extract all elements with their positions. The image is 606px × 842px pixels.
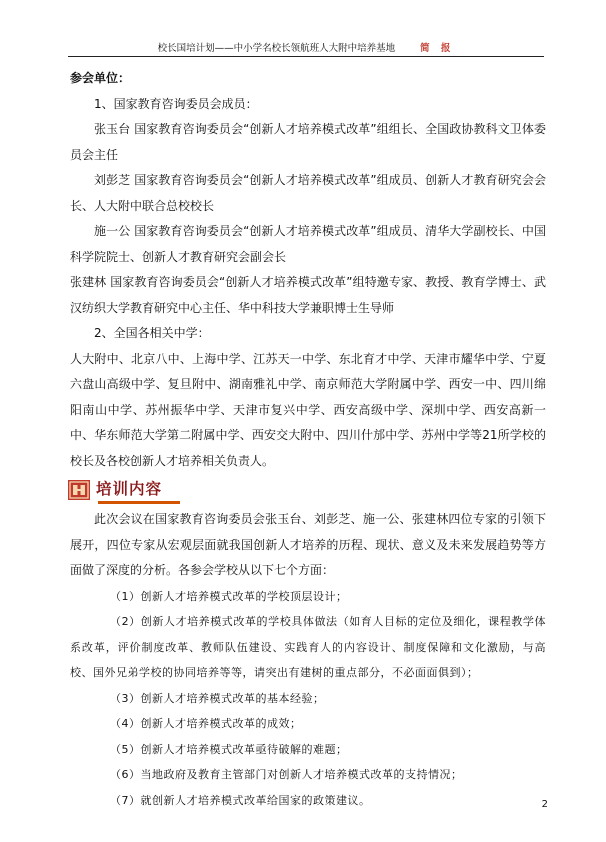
section-heading bbox=[70, 479, 546, 501]
header-brief-label: 简 报 bbox=[420, 43, 455, 54]
member-zhang-jianlin: 张建林 国家教育咨询委员会“创新人才培养模式改革”组特邀专家、教授、教育学博士、武汉纺织大学教育研究中心主任、华中科技大学兼职博士生导师 bbox=[70, 275, 546, 315]
training-item: （4）创新人才培养模式改革的成效； bbox=[110, 717, 302, 730]
training-item: （7）就创新人才培养模式改革给国家的政策建议。 bbox=[110, 793, 371, 807]
training-item: （3）创新人才培养模式改革的基本经验； bbox=[110, 691, 325, 705]
member-zhang-yutai: 张玉台 国家教育咨询委员会“创新人才培养模式改革”组组长、全国政协教科文卫体委员会主任 bbox=[70, 122, 546, 162]
school-list: 人大附中、北京八中、上海中学、江苏天一中学、东北育才中学、天津市耀华中学、宁夏六盘山高级中学、复旦附中、湖南雅礼中学、南京师范大学附属中学、西安一中、四川绵阳南山中学、苏州振华中学、天津市复兴中学、西安高级中学、深圳中学、西安高新一中、华东师范大学第二附属中学、西安交大附中、四川什邡中学、苏州中学等21所学校的校长及各校创新人才培养相关负责人。 bbox=[70, 351, 546, 468]
training-section-icon bbox=[68, 480, 90, 500]
member-shi-yigong: 施一公 国家教育咨询委员会“创新人才培养模式改革”组成员、清华大学副校长、中国科学院院士、创新人才教育研究会副会长 bbox=[70, 224, 546, 264]
page-number: 2 bbox=[541, 799, 548, 810]
document-body bbox=[70, 66, 546, 813]
training-item: （5）创新人才培养模式改革亟待破解的难题； bbox=[110, 742, 348, 756]
section-underline bbox=[98, 501, 180, 504]
header-title: 校长国培计划——中小学名校长领航班人大附中培养基地 bbox=[157, 43, 396, 54]
training-item: （2）创新人才培养模式改革的学校具体做法（如育人目标的定位及细化，课程教学体系改革，评价制度改革、教师队伍建设、实践育人的内容设计、制度保障和文化激励，与高校、国外兄弟学校的协同培养等等，请突出有建树的重点部分，不必面面俱到）； bbox=[70, 615, 546, 679]
member-liu-pengzhi: 刘彭芝 国家教育咨询委员会“创新人才培养模式改革”组成员、创新人才教育研究会会长、人大附中联合总校校长 bbox=[70, 173, 546, 213]
section-title: 培训内容 bbox=[96, 480, 163, 499]
training-item: （1）创新人才培养模式改革的学校顶层设计； bbox=[110, 589, 348, 603]
group1-title: 1、国家教育咨询委员会成员： bbox=[94, 96, 258, 111]
training-item: （6）当地政府及教育主管部门对创新人才培养模式改革的支持情况； bbox=[110, 768, 463, 781]
training-intro: 此次会议在国家教育咨询委员会张玉台、刘彭芝、施一公、张建林四位专家的引领下展开，四位专家从宏观层面就我国创新人才培养的历程、现状、意义及未来发展趋势等方面做了深度的分析。各参会学校从以下七个方面： bbox=[70, 512, 546, 577]
group2-title: 2、全国各相关中学： bbox=[94, 326, 210, 340]
page-header bbox=[68, 40, 544, 54]
header-divider bbox=[68, 56, 544, 57]
participants-heading: 参会单位： bbox=[70, 71, 131, 85]
